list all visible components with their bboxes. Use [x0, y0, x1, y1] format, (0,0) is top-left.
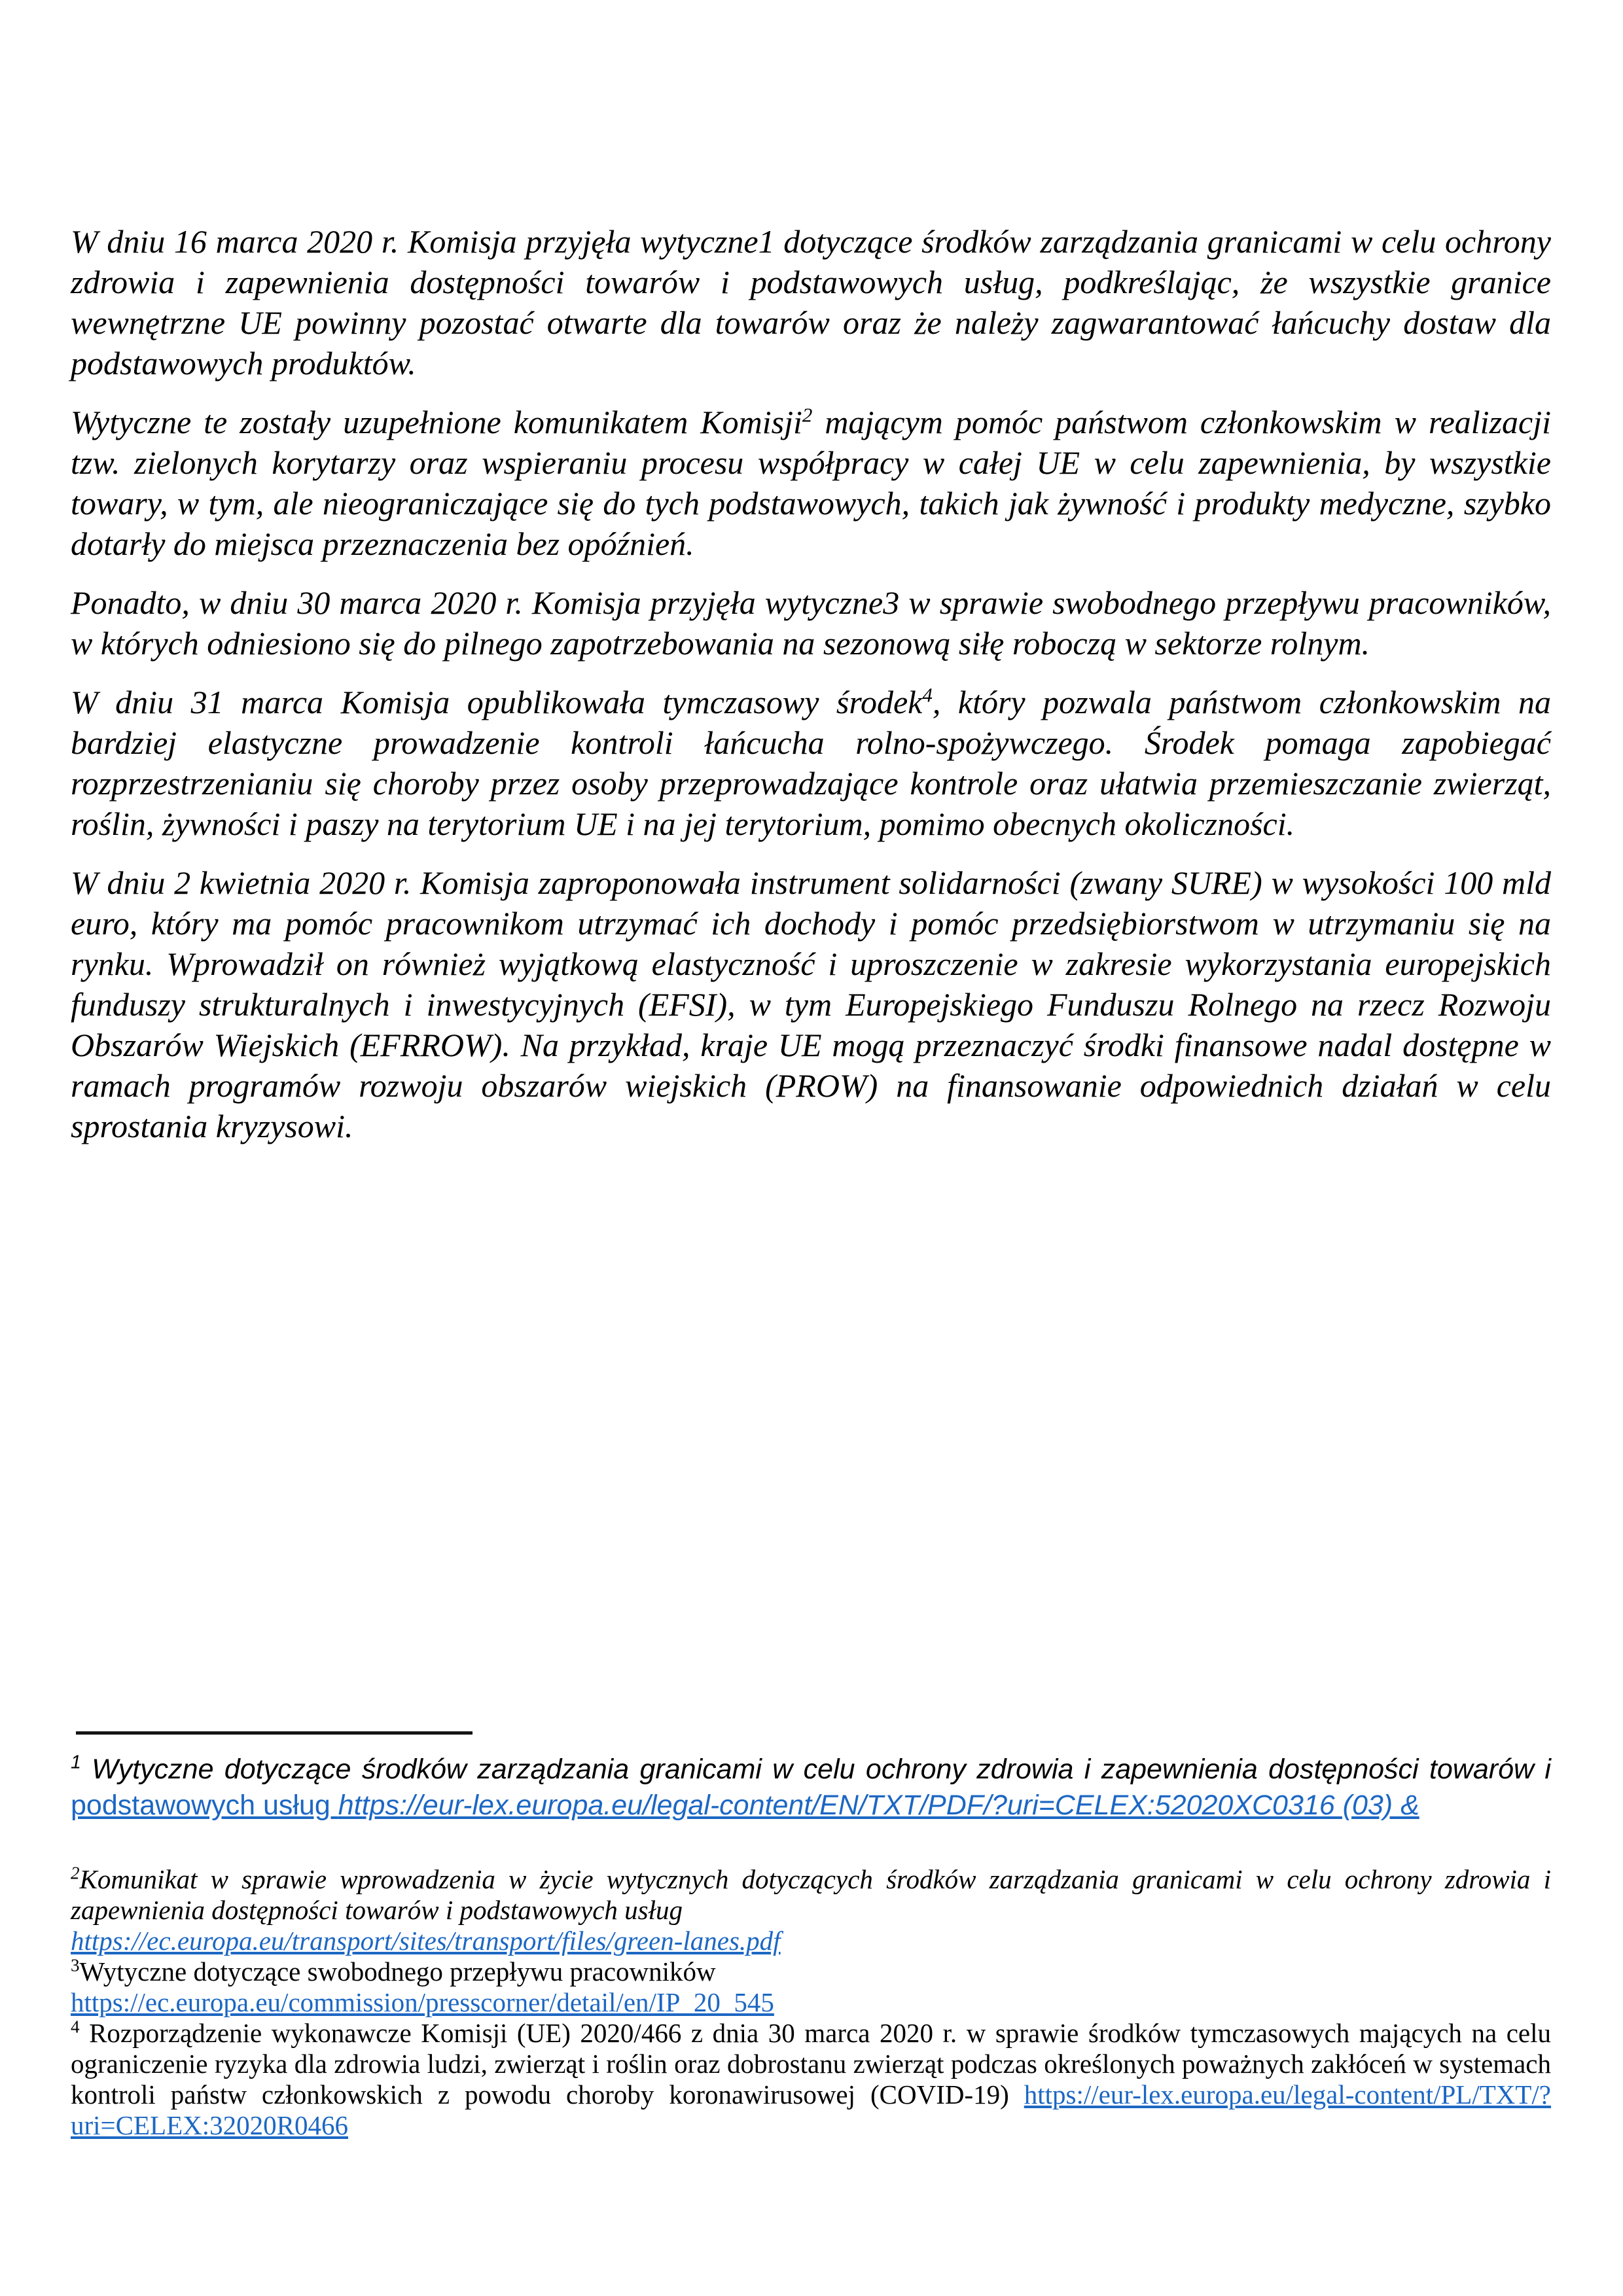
footnote-3-link-url[interactable]: https://ec.europa.eu/commission/presscorner/detail/en/IP_20_545	[71, 1987, 774, 2017]
paragraph-4-text-cont: , który pozwala państwom członkowskim na bardziej elastyczne prowadzenie kontroli łańcucha rolno-spożywczego. Środek pomaga zapobiegać rozprzestrzenianiu się choroby przez osoby przeprowadzające kontrole oraz ułatwia przemieszczanie zwierząt, roślin, żywności i paszy na terytorium UE i na jej terytorium, pomimo obecnych okoliczności.	[71, 684, 1551, 842]
footnote-1	[71, 1752, 1551, 1824]
footnote-4-link-url[interactable]: https://eur-lex.europa.eu/legal-content/PL/TXT/?uri=CELEX:32020R0466	[71, 2079, 1551, 2140]
document-body	[71, 221, 1551, 1165]
footnote-1-text: Wytyczne dotyczące środków zarządzania granicami w celu ochrony zdrowia i zapewnienia dostępności towarów i	[80, 1754, 1551, 1785]
footnote-4	[71, 2018, 1551, 2141]
footnote-3-marker: 3	[71, 1955, 80, 1975]
footnote-2-text: Komunikat w sprawie wprowadzenia w życie wytycznych dotyczących środków zarządzania granicami w celu ochrony zdrowia i zapewnienia dostępności towarów i podstawowych usług	[71, 1864, 1551, 1925]
footnote-1-link-label[interactable]: podstawowych usług	[71, 1790, 338, 1821]
footnote-2-link-url[interactable]: https://ec.europa.eu/transport/sites/transport/files/green-lanes.pdf	[71, 1926, 781, 1956]
paragraph-5: W dniu 2 kwietnia 2020 r. Komisja zaproponowała instrument solidarności (zwany SURE) w wysokości 100 mld euro, który ma pomóc pracownikom utrzymać ich dochody i pomóc przedsiębiorstwom w utrzymaniu się na rynku. Wprowadził on również wyjątkową elastyczność i uproszczenie w zakresie wykorzystania europejskich funduszy strukturalnych i inwestycyjnych (EFSI), w tym Europejskiego Funduszu Rolnego na rzecz Rozwoju Obszarów Wiejskich (EFRROW). Na przykład, kraje UE mogą przeznaczyć środki finansowe nadal dostępne w ramach programów rozwoju obszarów wiejskich (PROW) na finansowanie odpowiednich działań w celu sprostania kryzysowi.	[71, 864, 1551, 1144]
footnote-1-link-url[interactable]: https://eur-lex.europa.eu/legal-content/EN/TXT/PDF/?uri=CELEX:52020XC0316 (03) &	[338, 1790, 1419, 1821]
paragraph-1: W dniu 16 marca 2020 r. Komisja przyjęła wytyczne1 dotyczące środków zarządzania granicami w celu ochrony zdrowia i zapewnienia dostępności towarów i podstawowych usług, podkreślając, że wszystkie granice wewnętrzne UE powinny pozostać otwarte dla towarów oraz że należy zagwarantować łańcuchy dostaw dla podstawowych produktów.	[71, 223, 1551, 381]
footnotes-section	[71, 1731, 1551, 2141]
footnote-2-marker: 2	[71, 1863, 80, 1883]
paragraph-4	[71, 682, 1551, 844]
footnote-2	[71, 1864, 1551, 1956]
footnote-3-text: Wytyczne dotyczące swobodnego przepływu pracowników	[79, 1956, 716, 1987]
footnote-4-marker: 4	[71, 2017, 80, 2037]
footnote-4-text: Rozporządzenie wykonawcze Komisji (UE) 2020/466 z dnia 30 marca 2020 r. w sprawie środków tymczasowych mających na celu ograniczenie ryzyka dla zdrowia ludzi, zwierząt i roślin oraz dobrostanu zwierząt podczas określonych poważnych zakłóceń w systemach kontroli państw członkowskich z powodu choroby koronawirusowej (COVID-19)	[71, 2018, 1551, 2110]
paragraph-4-text: W dniu 31 marca Komisja opublikowała tymczasowy środek	[71, 684, 923, 720]
footnote-3	[71, 1956, 1551, 2018]
paragraph-3: Ponadto, w dniu 30 marca 2020 r. Komisja przyjęła wytyczne3 w sprawie swobodnego przepływu pracowników, w których odniesiono się do pilnego zapotrzebowania na sezonową siłę roboczą w sektorze rolnym.	[71, 584, 1551, 662]
footnote-separator	[76, 1731, 473, 1735]
paragraph-2-text-cont: mającym pomóc państwom członkowskim w realizacji tzw. zielonych korytarzy oraz wspieraniu procesu współpracy w całej UE w celu zapewnienia, by wszystkie towary, w tym, ale nieograniczające się do tych podstawowych, takich jak żywność i produkty medyczne, szybko dotarły do miejsca przeznaczenia bez opóźnień.	[71, 404, 1552, 562]
footnote-ref-4: 4	[922, 683, 933, 707]
paragraph-2	[71, 402, 1551, 564]
footnote-1-marker: 1	[71, 1752, 81, 1773]
footnote-ref-2: 2	[802, 403, 813, 427]
paragraph-2-text: Wytyczne te zostały uzupełnione komunikatem Komisji	[71, 404, 802, 440]
